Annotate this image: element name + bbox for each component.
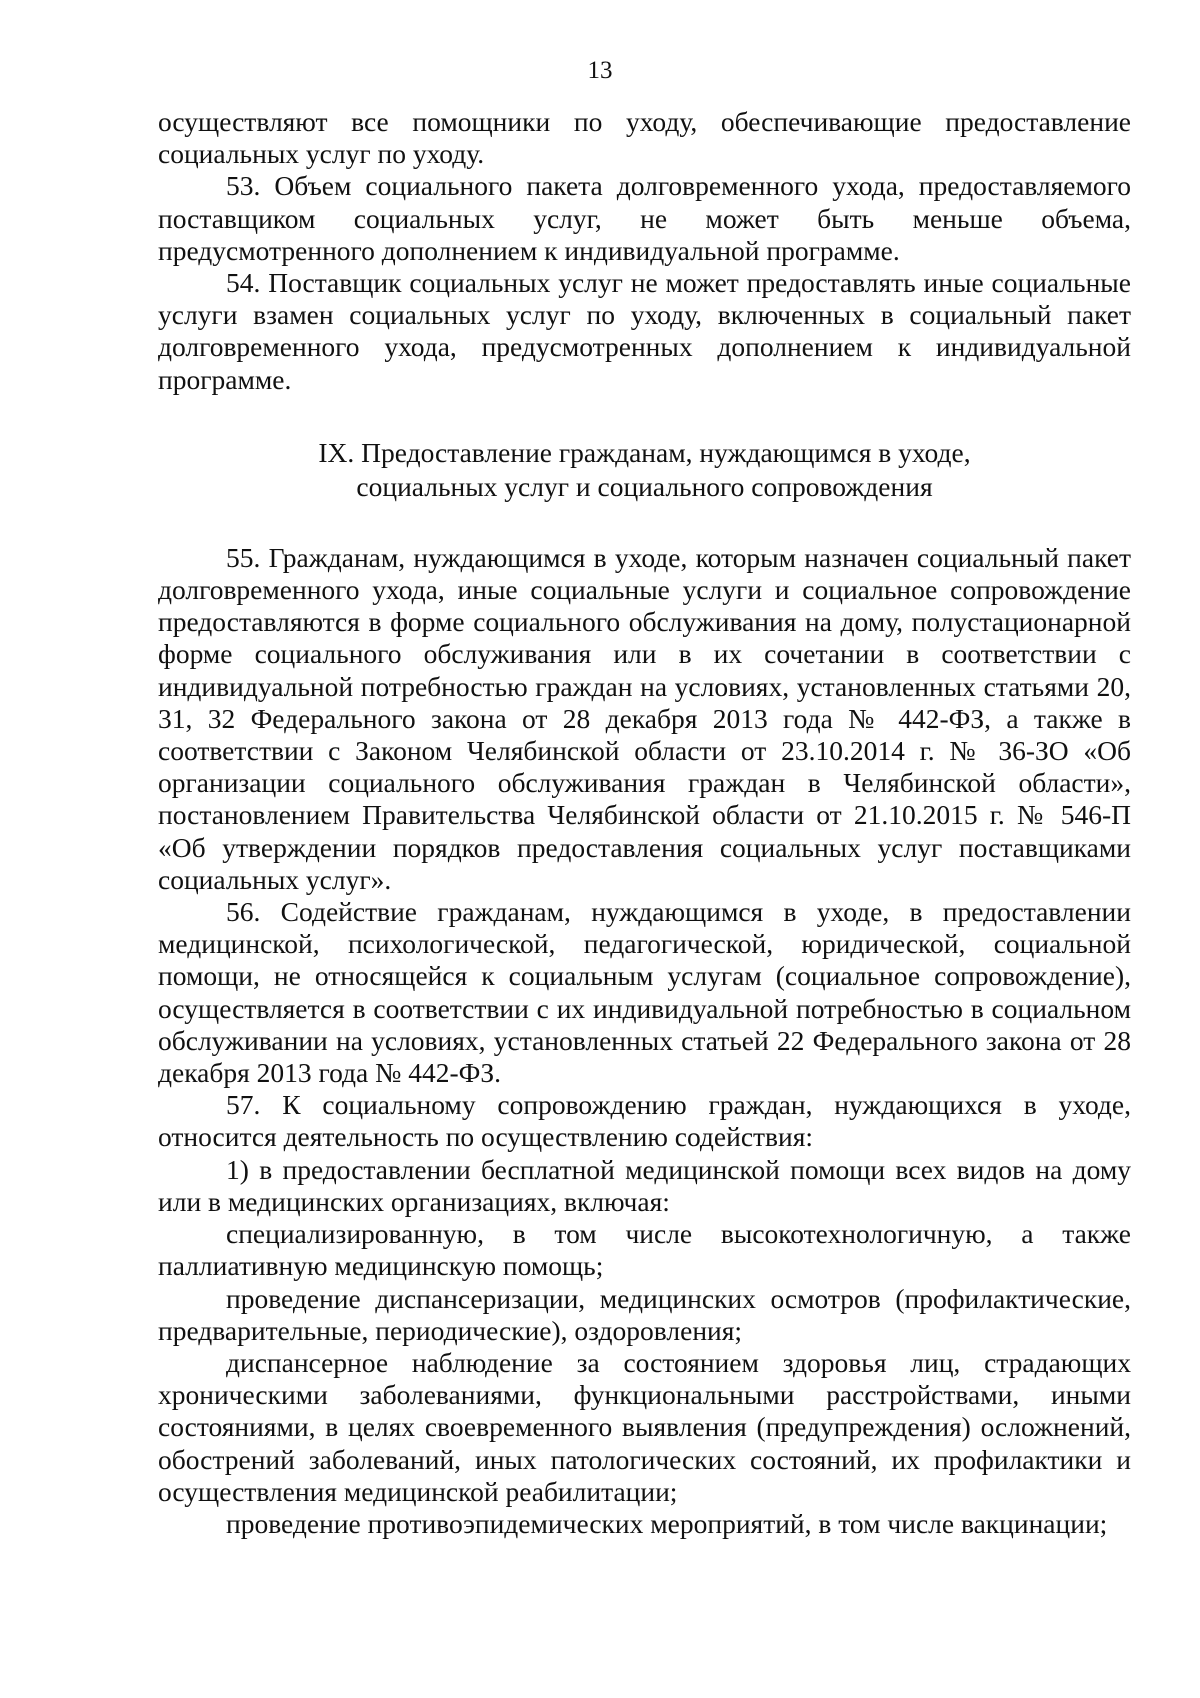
page-number: 13	[587, 57, 613, 84]
paragraph: 55. Гражданам, нуждающимся в уходе, которым назначен социальный пакет долговременного ухода, иные социальные услуги и социальное сопровождение предоставляются в форме социального обслуживания на дому, полустационарной форме социального обслуживания или в их сочетании в соответствии с индивидуальной потребностью граждан на условиях, установленных статьями 20, 31, 32 Федерального закона от 28 декабря 2013 года № 442-ФЗ, а также в соответствии с Законом Челябинской области от 23.10.2014 г. № 36-ЗО «Об организации социального обслуживания граждан в Челябинской области», постановлением Правительства Челябинской области от 21.10.2015 г. № 546-П «Об утверждении порядков предоставления социальных услуг поставщиками социальных услуг».	[158, 541, 1131, 895]
paragraph: специализированную, в том числе высокотехнологичную, а также паллиативную медицинскую помощь;	[158, 1218, 1131, 1282]
paragraph: проведение противоэпидемических мероприятий, в том числе вакцинации;	[226, 1507, 1108, 1539]
paragraph: осуществляют все помощники по уходу, обеспечивающие предоставление социальных услуг по уходу.	[158, 106, 1131, 170]
document-body	[158, 106, 1131, 1540]
paragraphs-before-section	[158, 106, 1131, 396]
section-heading-line-1: IX. Предоставление гражданам, нуждающимся в уходе,	[318, 436, 971, 468]
paragraph: 56. Содействие гражданам, нуждающимся в уходе, в предоставлении медицинской, психологической, педагогической, юридической, социальной помощи, не относящейся к социальным услугам (социальное сопровождение), осуществляется в соответствии с их индивидуальной потребностью в социальном обслуживании на условиях, установленных статьей 22 Федерального закона от 28 декабря 2013 года № 442-ФЗ.	[158, 896, 1131, 1089]
paragraphs-after-section	[158, 542, 1131, 1540]
paragraph: 54. Поставщик социальных услуг не может предоставлять иные социальные услуги взамен социальных услуг по уходу, включенных в социальный пакет долговременного ухода, предусмотренных дополнением к индивидуальной программе.	[158, 267, 1131, 395]
paragraph: 1) в предоставлении бесплатной медицинской помощи всех видов на дому или в медицинских организациях, включая:	[158, 1153, 1131, 1217]
paragraph: диспансерное наблюдение за состоянием здоровья лиц, страдающих хроническими заболеваниями, функциональными расстройствами, иными состояниями, в целях своевременного выявления (предупреждения) осложнений, обострений заболеваний, иных патологических состояний, их профилактики и осуществления медицинской реабилитации;	[158, 1346, 1131, 1507]
paragraph: 53. Объем социального пакета долговременного ухода, предоставляемого поставщиком социальных услуг, не может быть меньше объема, предусмотренного дополнением к индивидуальной программе.	[158, 170, 1131, 266]
paragraph: 57. К социальному сопровождению граждан, нуждающихся в уходе, относится деятельность по осуществлению содействия:	[158, 1089, 1131, 1153]
section-heading	[158, 436, 1131, 504]
paragraph: проведение диспансеризации, медицинских осмотров (профилактические, предварительные, периодические), оздоровления;	[158, 1282, 1131, 1346]
section-heading-line-2: социальных услуг и социального сопровождения	[356, 470, 933, 502]
